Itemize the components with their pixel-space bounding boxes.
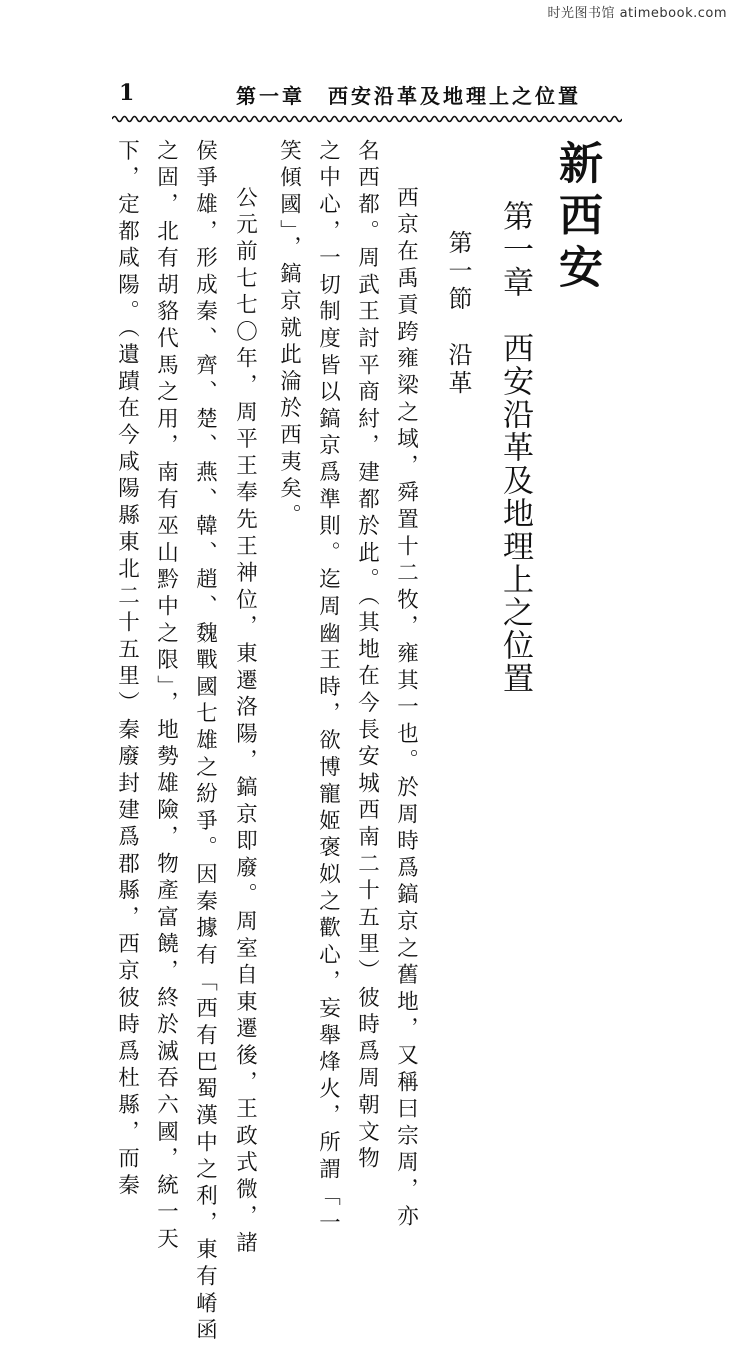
book-title: 新西安 xyxy=(551,140,602,296)
page-number: 1 xyxy=(119,80,135,106)
body-column: 西京在禹貢跨雍梁之域，舜置十二牧，雍其一也。於周時爲鎬京之舊地，又稱曰宗周，亦 xyxy=(393,186,419,1232)
running-header: 第一章 西安沿革及地理上之位置 xyxy=(236,84,581,108)
body-column: 之中心，一切制度皆以鎬京爲準則。迄周幽王時，欲博寵姬褒姒之歡心，妄舉烽火，所謂「一 xyxy=(315,139,341,1238)
body-column: 名西都。周武王討平商紂，建都於此。（其地在今長安城西南二十五里）彼時爲周朝文物 xyxy=(354,139,380,1174)
body-column: 公元前七七〇年，周平王奉先王神位，東遷洛陽，鎬京即廢。周室自東遷後，王政式微，諸 xyxy=(232,186,258,1258)
section-title: 第一節 沿革 xyxy=(444,230,472,398)
body-column: 侯爭雄，形成秦、齊、楚、燕、韓、趙、魏戰國七雄之紛爭。因秦據有「西有巴蜀漢中之利，東有崤函 xyxy=(192,139,218,1345)
chapter-title: 第一章 西安沿革及地理上之位置 xyxy=(497,200,533,695)
body-column: 下，定都咸陽。（遺蹟在今咸陽縣東北二十五里）秦廢封建爲郡縣，西京彼時爲杜縣，而秦 xyxy=(114,139,140,1201)
watermark: 时光图书馆 atimebook.com xyxy=(547,6,727,21)
body-column: 笑傾國」，鎬京就此淪於西夷矣。 xyxy=(276,139,302,531)
body-column: 之固，北有胡貉代馬之用，南有巫山黔中之限」，地勢雄險，物產富饒，終於滅吞六國，統一天 xyxy=(153,139,179,1254)
wavy-divider xyxy=(112,112,622,126)
